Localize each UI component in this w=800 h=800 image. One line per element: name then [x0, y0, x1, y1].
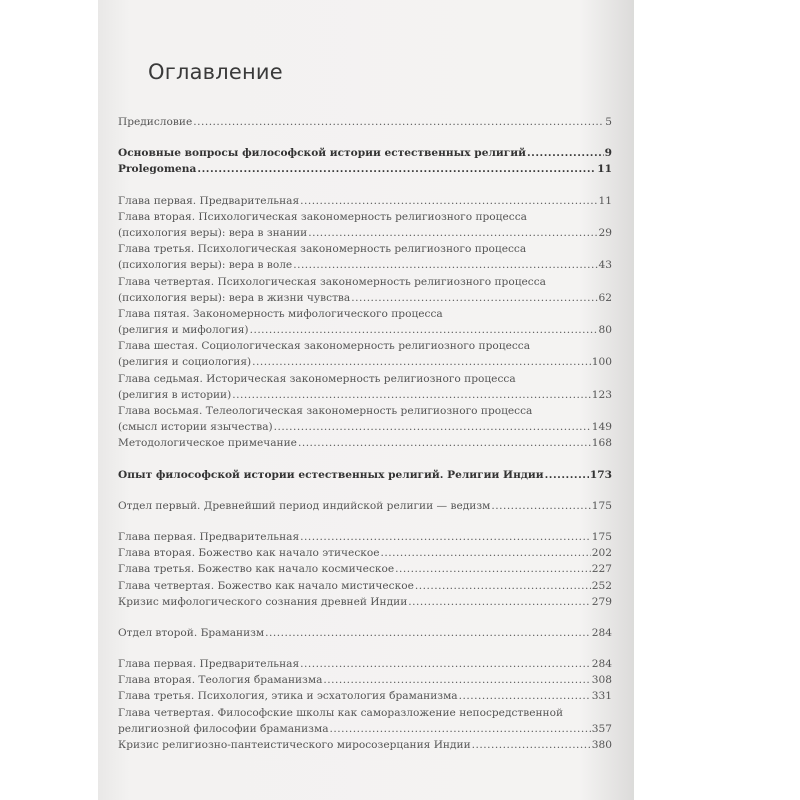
dot-leader: [408, 594, 591, 610]
toc-entry: [118, 705, 612, 737]
toc-page-number: 331: [591, 690, 612, 703]
dot-leader: [395, 561, 591, 577]
toc-entry-title: Глава первая. Предварительная: [118, 658, 300, 671]
toc-page-number: 11: [598, 194, 612, 207]
toc-entry: [118, 306, 612, 338]
toc-page-number: 175: [591, 499, 612, 512]
toc-entry: [118, 161, 612, 177]
toc-entry-title: Prolegomena: [118, 163, 197, 176]
dot-leader: [252, 354, 591, 370]
dot-leader: [330, 721, 591, 737]
toc-entry: [118, 529, 612, 545]
dot-leader: [274, 419, 591, 435]
toc-entry-line: [118, 209, 612, 225]
toc-page-number: 308: [591, 674, 612, 687]
toc-page-number: 80: [598, 324, 612, 337]
toc-page-number: 227: [591, 563, 612, 576]
toc-entry-title: Глава третья. Психология, этика и эсхатология браманизма: [118, 690, 458, 703]
toc-entry: [118, 672, 612, 688]
toc-page-number: 11: [597, 163, 612, 176]
toc-entry-title: (смысл истории язычества): [118, 421, 273, 434]
toc-entry: [118, 403, 612, 435]
toc-entry-title: Отдел второй. Браманизм: [118, 626, 265, 639]
book-page: [98, 0, 634, 800]
toc-page-number: 149: [591, 421, 612, 434]
dot-leader: [472, 737, 591, 753]
toc-entry-title: Опыт философской истории естественных религий. Религии Индии: [118, 468, 544, 481]
toc-entry-title: религиозной философии браманизма: [118, 722, 329, 735]
toc-page-number: 29: [598, 226, 612, 239]
toc-entry: [118, 625, 612, 641]
toc-entry-title: Глава четвертая. Философские школы как саморазложение непосредственной: [118, 706, 564, 719]
dot-leader: [298, 435, 591, 451]
toc-entry-title: Глава вторая. Теология браманизма: [118, 674, 323, 687]
toc-entry-title: (психология веры): вера в жизни чувства: [118, 291, 351, 304]
dot-leader: [459, 688, 591, 704]
toc-page-number: 252: [591, 579, 612, 592]
toc-entry-line: [118, 467, 612, 483]
toc-entry: [118, 594, 612, 610]
toc-page-number: 173: [589, 468, 612, 481]
toc-page-number: 284: [591, 626, 612, 639]
toc-entry: [118, 371, 612, 403]
toc-entry-line: [118, 338, 612, 354]
toc-entry-title: Глава третья. Божество как начало космическое: [118, 563, 395, 576]
toc-page-number: 123: [591, 388, 612, 401]
toc-entry-line: [118, 403, 612, 419]
toc-entry-title: Кризис религиозно-пантеистического миросозерцания Индии: [118, 739, 471, 751]
toc-entry: [118, 338, 612, 370]
toc-page-number: 5: [605, 116, 612, 128]
toc-entry: [118, 545, 612, 561]
toc-entry-title: Глава восьмая. Телеологическая закономерность религиозного процесса: [118, 405, 533, 417]
toc-entry-line: [118, 737, 612, 753]
toc-entry-line: [118, 241, 612, 257]
toc-entry-line: [118, 193, 612, 209]
toc-page-number: 202: [591, 547, 612, 560]
toc-entry-line: [118, 561, 612, 577]
toc-page-number: 279: [591, 595, 612, 608]
toc-page-number: 168: [591, 437, 612, 450]
toc-entry-line: [118, 545, 612, 561]
dot-leader: [293, 257, 597, 273]
toc-entry-title: (психология веры): вера в воле: [118, 259, 293, 272]
toc-entry-title: (религия и мифология): [118, 324, 249, 337]
toc-entry-line: [118, 306, 612, 322]
toc-page-number: 357: [591, 722, 612, 735]
toc-entry-line: [118, 145, 612, 161]
toc-entry-title: Основные вопросы философской истории естественных религий: [118, 147, 526, 160]
dot-leader: [491, 498, 590, 514]
toc-entry-title: Глава седьмая. Историческая закономерность религиозного процесса: [118, 372, 516, 385]
dot-leader: [300, 193, 597, 209]
toc-entry: [118, 435, 612, 451]
dot-leader: [300, 529, 591, 545]
toc-page-number: 175: [591, 530, 612, 543]
toc-entry: [118, 209, 612, 241]
toc-entry-title: Глава шестая. Социологическая закономерность религиозного процесса: [118, 340, 531, 353]
toc-entry: [118, 114, 612, 130]
toc-entry-title: Глава первая. Предварительная: [118, 194, 300, 207]
dot-leader: [308, 225, 597, 241]
toc-entry-title: (религия в истории): [118, 388, 232, 401]
toc-entry-title: Глава пятая. Закономерность мифологического процесса: [118, 307, 443, 320]
toc-entry: [118, 688, 612, 704]
toc-page-number: 284: [591, 658, 612, 671]
toc-entry-line: [118, 594, 612, 610]
toc-entry: [118, 145, 612, 161]
toc-entry-line: [118, 672, 612, 688]
dot-leader: [265, 625, 591, 641]
toc-entry-title: Кризис мифологического сознания древней Индии: [118, 595, 408, 608]
table-of-contents: [118, 114, 612, 753]
toc-entry-line: [118, 354, 612, 370]
toc-entry-title: Глава четвертая. Божество как начало мистическое: [118, 579, 414, 592]
toc-entry-title: Глава вторая. Психологическая закономерность религиозного процесса: [118, 210, 527, 223]
toc-entry-line: [118, 625, 612, 641]
toc-entry-title: Глава вторая. Божество как начало этическое: [118, 547, 380, 560]
toc-entry-line: [118, 257, 612, 273]
toc-entry: [118, 656, 612, 672]
dot-leader: [300, 656, 591, 672]
dot-leader: [232, 387, 591, 403]
dot-leader: [323, 672, 590, 688]
toc-entry: [118, 561, 612, 577]
toc-entry: [118, 498, 612, 514]
toc-entry: [118, 241, 612, 273]
dot-leader: [527, 145, 604, 161]
toc-entry-line: [118, 705, 612, 721]
toc-entry-title: Отдел первый. Древнейший период индийской религии — ведизм: [118, 499, 491, 512]
toc-entry-line: [118, 371, 612, 387]
dot-leader: [351, 290, 597, 306]
toc-entry-line: [118, 274, 612, 290]
toc-entry-line: [118, 688, 612, 704]
toc-entry-line: [118, 225, 612, 241]
toc-entry-line: [118, 161, 612, 177]
toc-entry-title: Предисловие: [118, 116, 193, 128]
toc-entry: [118, 274, 612, 306]
toc-entry-line: [118, 114, 612, 130]
dot-leader: [545, 467, 589, 483]
toc-page-number: 380: [591, 739, 612, 751]
toc-entry-line: [118, 435, 612, 451]
toc-page-number: 9: [604, 147, 612, 160]
toc-entry-title: Глава третья. Психологическая закономерность религиозного процесса: [118, 243, 527, 256]
toc-page-number: 62: [598, 291, 612, 304]
toc-entry-line: [118, 721, 612, 737]
toc-entry-line: [118, 322, 612, 338]
page-title: Оглавление: [148, 60, 283, 84]
toc-entry: [118, 193, 612, 209]
toc-entry-title: (религия и социология): [118, 356, 252, 369]
toc-entry-title: Методологическое примечание: [118, 437, 297, 450]
dot-leader: [250, 322, 598, 338]
toc-entry-title: (психология веры): вера в знании: [118, 226, 308, 239]
toc-entry-line: [118, 529, 612, 545]
toc-entry: [118, 737, 612, 753]
toc-entry-line: [118, 656, 612, 672]
dot-leader: [415, 578, 591, 594]
toc-entry-line: [118, 498, 612, 514]
toc-entry-line: [118, 578, 612, 594]
toc-page-number: 100: [591, 356, 612, 369]
toc-page-number: 43: [598, 259, 612, 272]
dot-leader: [381, 545, 591, 561]
toc-entry-line: [118, 290, 612, 306]
toc-entry-line: [118, 387, 612, 403]
toc-entry-line: [118, 419, 612, 435]
toc-entry-title: Глава четвертая. Психологическая закономерность религиозного процесса: [118, 275, 546, 288]
dot-leader: [197, 161, 596, 177]
toc-entry: [118, 578, 612, 594]
toc-entry-title: Глава первая. Предварительная: [118, 530, 300, 543]
dot-leader: [193, 114, 604, 130]
toc-entry: [118, 467, 612, 483]
